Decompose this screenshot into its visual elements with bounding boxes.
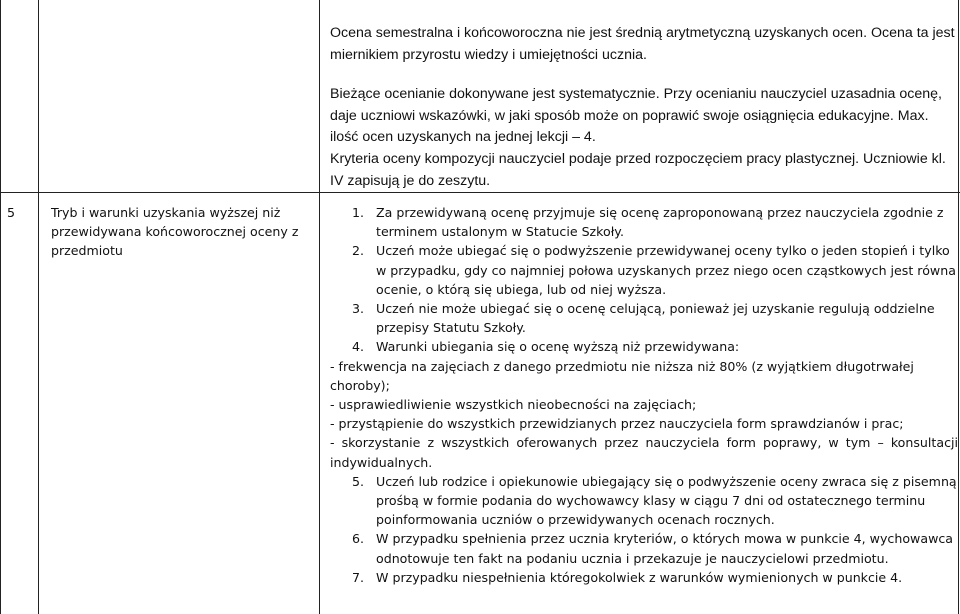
paragraph-ongoing-assessment (330, 84, 956, 193)
list-item-number: 2. (352, 243, 365, 259)
condition-line: - frekwencja na zajęciach z danego przedmiotu nie niższa niż 80% (z wyjątkiem długotrwałej choroby); (330, 358, 914, 393)
list-item (330, 241, 958, 299)
list-item (330, 337, 958, 356)
row-label: Tryb i warunki uzyskania wyższej niż przewidywana końcoworocznej oceny z przedmiotu (51, 205, 299, 259)
list-item-number: 6. (352, 531, 365, 547)
list-item-text: W przypadku niespełnienia któregokolwiek z warunków wymienionych w punkcie 4. (376, 569, 903, 585)
row-number: 5 (7, 205, 16, 220)
list-item-text: Warunki ubiegania się o ocenę wyższą niż przewidywana: (376, 339, 740, 355)
list-item-text: Za przewidywaną ocenę przyjmuje się ocenę zaproponowaną przez nauczyciela zgodnie z terminem ustalonym w Statucie Szkoły. (376, 205, 944, 240)
paragraph-ongoing-text: Bieżące ocenianie dokonywane jest systematycznie. Przy ocenianiu nauczyciel uzasadnia ocenę, daje uczniowi wskazówki, w jaki sposób może on poprawić swoje osiągnięcia edukacyjne. Max. ilość ocen uzyskanych na jednej lekcji – 4. (330, 86, 942, 146)
table-border-right (958, 0, 959, 614)
list-item-number: 7. (352, 569, 365, 585)
list-item-text: Uczeń nie może ubiegać się o ocenę celującą, ponieważ jej uzyskanie regulują oddzielne przepisy Statutu Szkoły. (376, 301, 935, 336)
condition-line: - usprawiedliwienie wszystkich nieobecności na zajęciach; (330, 397, 697, 413)
list-item-number: 3. (352, 301, 365, 317)
list-item-number: 5. (352, 473, 365, 489)
column-divider-number (38, 0, 39, 614)
list-item (330, 568, 958, 587)
row-content (330, 203, 958, 587)
list-item (330, 203, 958, 241)
condition-line: - skorzystanie z wszystkich oferowanych przez nauczyciela form poprawy, w tym – konsultacji indywidualnych. (330, 435, 958, 470)
condition-line: - przystąpienie do wszystkich przewidzianych przez nauczyciela form sprawdzianów i prac; (330, 416, 904, 432)
list-item (330, 529, 958, 567)
column-divider-label (319, 0, 320, 614)
paragraph-semester-grade: Ocena semestralna i końcoworoczna nie jest średnią arytmetyczną uzyskanych ocen. Ocena ta jest miernikiem przyrostu wiedzy i umiejętności ucznia. (330, 25, 955, 63)
list-item (330, 472, 958, 530)
list-item-number: 4. (352, 339, 365, 355)
table-border-left (0, 0, 1, 614)
list-item (330, 299, 958, 337)
list-item-text: Uczeń lub rodzice i opiekunowie ubiegający się o podwyższenie oceny zwraca się z pisemną prośbą w formie podania do wychowawcy klasy w ciągu 7 dni od ostatecznego terminu poinformowania uczniów o przewidywanych ocenach rocznych. (376, 473, 957, 528)
paragraph-composition-criteria: Kryteria oceny kompozycji nauczyciel podaje przed rozpoczęciem pracy plastycznej. Uczniowie kl. IV zapisują je do zeszytu. (330, 151, 946, 189)
list-item-text: Uczeń może ubiegać się o podwyższenie przewidywanej oceny tylko o jeden stopień i tylko w przypadku, gdy co najmniej połowa uzyskanych przez niego ocen cząstkowych jest równa ocenie, o którą się ubiega, lub od niej wyższa. (376, 243, 956, 297)
list-item-text: W przypadku spełnienia przez ucznia kryteriów, o których mowa w punkcie 4, wychowawca odnotowuje ten fakt na podaniu ucznia i przekazuje je nauczycielowi przedmiotu. (376, 531, 954, 566)
list-item-number: 1. (352, 205, 365, 220)
